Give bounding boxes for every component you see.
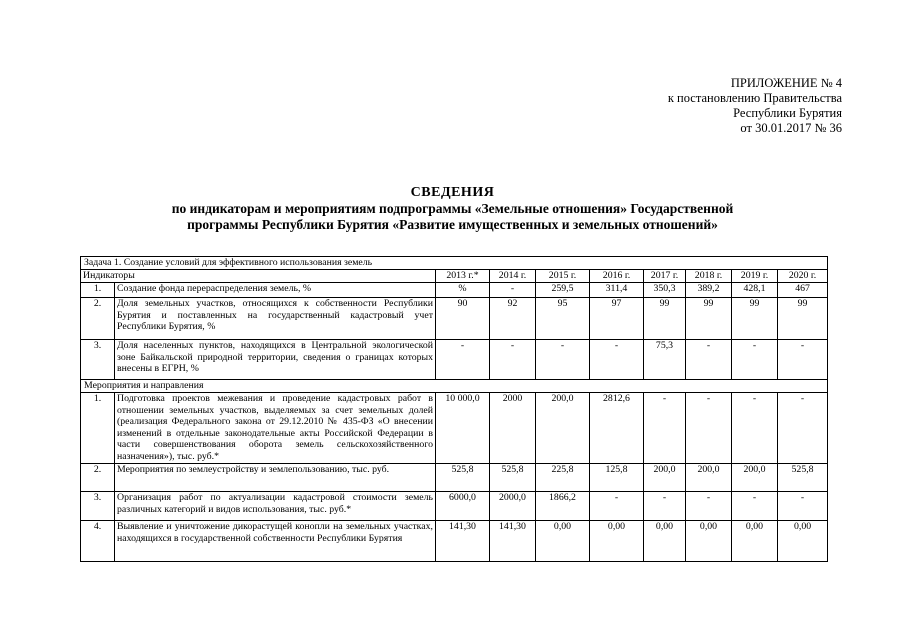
cell-value: 2000,0 xyxy=(490,492,536,521)
year-header: 2020 г. xyxy=(778,270,828,283)
cell-value: - xyxy=(644,492,686,521)
row-number: 1. xyxy=(81,393,115,464)
document-title xyxy=(0,185,905,233)
table-row xyxy=(81,464,828,492)
appendix-header xyxy=(668,76,842,136)
cell-value: - xyxy=(686,492,732,521)
cell-value: 200,0 xyxy=(644,464,686,492)
cell-value: 2812,6 xyxy=(590,393,644,464)
appendix-line-4: от 30.01.2017 № 36 xyxy=(740,121,842,135)
year-header: 2019 г. xyxy=(732,270,778,283)
cell-value: 10 000,0 xyxy=(436,393,490,464)
cell-value: 141,30 xyxy=(490,521,536,562)
cell-value: 225,8 xyxy=(536,464,590,492)
cell-value: 200,0 xyxy=(732,464,778,492)
cell-value: 1866,2 xyxy=(536,492,590,521)
cell-value: 200,0 xyxy=(536,393,590,464)
cell-value: - xyxy=(686,340,732,380)
table-row xyxy=(81,298,828,340)
row-number: 1. xyxy=(81,283,115,298)
cell-value: - xyxy=(732,340,778,380)
cell-value: 0,00 xyxy=(686,521,732,562)
appendix-line-1: ПРИЛОЖЕНИЕ № 4 xyxy=(730,76,842,90)
cell-value: 90 xyxy=(436,298,490,340)
row-description: Создание фонда перераспределения земель, % xyxy=(115,283,436,298)
cell-value: 125,8 xyxy=(590,464,644,492)
table-row xyxy=(81,492,828,521)
cell-value: 141,30 xyxy=(436,521,490,562)
table-row xyxy=(81,283,828,298)
cell-value: 95 xyxy=(536,298,590,340)
cell-value: 0,00 xyxy=(644,521,686,562)
cell-value: 259,5 xyxy=(536,283,590,298)
row-number: 2. xyxy=(81,298,115,340)
row-number: 3. xyxy=(81,340,115,380)
cell-value: 311,4 xyxy=(590,283,644,298)
cell-value: 525,8 xyxy=(778,464,828,492)
cell-value: 428,1 xyxy=(732,283,778,298)
year-header: 2013 г.* xyxy=(436,270,490,283)
section-header-row xyxy=(81,380,828,393)
cell-value: - xyxy=(778,340,828,380)
cell-value: - xyxy=(490,283,536,298)
cell-value: - xyxy=(590,340,644,380)
cell-value: 75,3 xyxy=(644,340,686,380)
row-description: Выявление и уничтожение дикорастущей конопли на земельных участках, находящихся в государственной собственности Республики Бурятия xyxy=(115,521,436,562)
title-line-1: СВЕДЕНИЯ xyxy=(410,185,495,200)
title-line-3: программы Республики Бурятия «Развитие имущественных и земельных отношений» xyxy=(187,217,718,232)
table-row xyxy=(81,521,828,562)
row-description: Подготовка проектов межевания и проведение кадастровых работ в отношении земельных участков, выделяемых за счет земельных долей (реализация Федерального закона от 29.12.2010 № 435-ФЗ «О внесении изменений в отдельные законодательные акты Российской Федерации в части совершенствования оборота земель сельскохозяйственного назначения»), тыс. руб.* xyxy=(115,393,436,464)
cell-value: - xyxy=(686,393,732,464)
cell-value: - xyxy=(732,393,778,464)
cell-value: 525,8 xyxy=(436,464,490,492)
cell-value: 0,00 xyxy=(590,521,644,562)
cell-value: 350,3 xyxy=(644,283,686,298)
row-description: Организация работ по актуализации кадастровой стоимости земель различных категорий и видов использования, тыс. руб.* xyxy=(115,492,436,521)
cell-value: - xyxy=(732,492,778,521)
years-header-row xyxy=(81,270,828,283)
cell-value: 99 xyxy=(778,298,828,340)
indicators-label: Индикаторы xyxy=(81,270,436,283)
cell-value: 99 xyxy=(644,298,686,340)
cell-value: 6000,0 xyxy=(436,492,490,521)
table-row xyxy=(81,340,828,380)
cell-value: - xyxy=(436,340,490,380)
appendix-line-2: к постановлению Правительства xyxy=(667,91,842,105)
row-number: 2. xyxy=(81,464,115,492)
appendix-line-3: Республики Бурятия xyxy=(733,106,842,120)
year-header: 2018 г. xyxy=(686,270,732,283)
cell-value: 389,2 xyxy=(686,283,732,298)
row-number: 3. xyxy=(81,492,115,521)
row-number: 4. xyxy=(81,521,115,562)
cell-value: % xyxy=(436,283,490,298)
row-description: Доля населенных пунктов, находящихся в Центральной экологической зоне Байкальской природной территории, сведения о границах которых внесены в ЕГРН, % xyxy=(115,340,436,380)
cell-value: 99 xyxy=(686,298,732,340)
cell-value: 97 xyxy=(590,298,644,340)
measures-label: Мероприятия и направления xyxy=(81,380,828,393)
cell-value: 0,00 xyxy=(732,521,778,562)
cell-value: - xyxy=(590,492,644,521)
year-header: 2015 г. xyxy=(536,270,590,283)
task-header: Задача 1. Создание условий для эффективного использования земель xyxy=(81,257,828,270)
cell-value: 0,00 xyxy=(536,521,590,562)
year-header: 2014 г. xyxy=(490,270,536,283)
cell-value: - xyxy=(536,340,590,380)
task-header-row xyxy=(81,257,828,270)
cell-value: - xyxy=(490,340,536,380)
title-line-2: по индикаторам и мероприятиям подпрограммы «Земельные отношения» Государственной xyxy=(171,201,734,216)
cell-value: 92 xyxy=(490,298,536,340)
cell-value: 99 xyxy=(732,298,778,340)
year-header: 2016 г. xyxy=(590,270,644,283)
cell-value: 200,0 xyxy=(686,464,732,492)
cell-value: - xyxy=(644,393,686,464)
cell-value: - xyxy=(778,492,828,521)
table-row xyxy=(81,393,828,464)
cell-value: 2000 xyxy=(490,393,536,464)
row-description: Доля земельных участков, относящихся к собственности Республики Бурятия и поставленных на государственный кадастровый учет Республики Бурятия, % xyxy=(115,298,436,340)
indicators-table xyxy=(80,256,828,562)
year-header: 2017 г. xyxy=(644,270,686,283)
row-description: Мероприятия по землеустройству и землепользованию, тыс. руб. xyxy=(115,464,436,492)
cell-value: - xyxy=(778,393,828,464)
cell-value: 525,8 xyxy=(490,464,536,492)
cell-value: 0,00 xyxy=(778,521,828,562)
cell-value: 467 xyxy=(778,283,828,298)
